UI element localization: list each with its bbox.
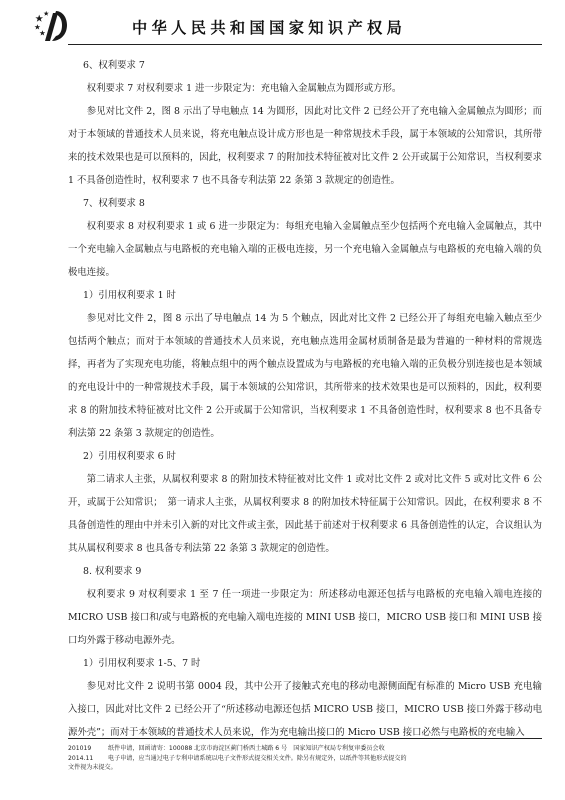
body-paragraph: 权利要求 8 对权利要求 1 或 6 进一步限定为：每组充电输入金属触点至少包括两个充电输入金属触点，其中一个充电输入金属触点与电路板的充电输入端的正极电连接，另一个充电输入金属触点与电路板的充电输入端的负极电连接。: [68, 221, 542, 278]
organization-title: 中华人民共和国国家知识产权局: [132, 19, 407, 37]
document-body: [68, 54, 542, 744]
section-heading: 2）引用权利要求 6 时: [83, 451, 176, 462]
body-paragraph: 参见对比文件 2 说明书第 0004 段，其中公开了接触式充电的移动电源侧面配有标准的 Micro USB 充电输入接口，因此对比文件 2 已经公开了“所述移动电源还包括 MICRO USB 接口，MICRO USB 接口外露于移动电源外壳”；而对于本领域的普通技术人员来说，作为充电输出接口的 Micro USB 接口必然与电路板的充电输入: [68, 681, 542, 738]
body-paragraph: 权利要求 9 对权利要求 1 至 7 任一项进一步限定为：所述移动电源还包括与电路板的充电输入端电连接的 MICRO USB 接口和/或与电路板的充电输入端电连接的 MINI USB 接口，MICRO USB 接口和 MINI USB 接口均外露于移动电源外壳。: [68, 589, 542, 646]
mailing-address-note: 纸件申请，回函请寄：100088 北京市海淀区蓟门桥西土城路 6 号 国家知识产权局专利复审委员会收: [108, 745, 385, 752]
section-heading: 6、权利要求 7: [83, 60, 145, 71]
electronic-filing-note-continued: 文件视为未提交。: [68, 764, 117, 772]
section-heading: 1）引用权利要求 1 时: [83, 290, 176, 301]
section-heading: 7、权利要求 8: [83, 198, 145, 209]
body-paragraph: 参见对比文件 2，图 8 示出了导电触点 14 为 5 个触点，因此对比文件 2 已经公开了每组充电输入触点至少包括两个触点；而对于本领域的普通技术人员来说，充电触点选用金属材质制备是最为普遍的一种材料的常规选择，再者为了实现充电功能，将触点组中的两个触点设置成为与电路板的充电输入端的正负极分别连接也是本领域的充电设计中的一种常规技术手段，属于本领域的公知常识，其所带来的技术效果也是可以预料的，因此，权利要求 8 的附加技术特征被对比文件 2 公开或属于公知常识，当权利要求 1 不具备创造性时，权利要求 8 也不具备专利法第 22 条第 3 款规定的创造性。: [68, 313, 542, 439]
body-paragraph: 参见对比文件 2，图 8 示出了导电触点 14 为圆形，因此对比文件 2 已经公开了充电输入金属触点为圆形；而对于本领域的普通技术人员来说，将充电触点设计成方形也是一种常规技术手段，属于本领域的公知常识，其所带来的技术效果也是可以预料的，因此，权利要求 7 的附加技术特征被对比文件 2 公开或属于公知常识，当权利要求 1 不具备创造性时，权利要求 7 也不具备专利法第 22 条第 3 款规定的创造性。: [68, 106, 542, 186]
footer-row-2: [68, 754, 542, 764]
cnipa-logo-icon: [34, 9, 72, 43]
page-footer: [68, 744, 542, 773]
footer-row-1: [68, 744, 542, 754]
body-paragraph: 权利要求 7 对权利要求 1 进一步限定为：充电输入金属触点为圆形或方形。: [86, 83, 402, 94]
form-version: 2014.11: [68, 754, 94, 762]
page-header: [0, 0, 565, 46]
footer-divider: [68, 738, 542, 739]
section-heading: 1）引用权利要求 1-5、7 时: [83, 658, 201, 669]
section-heading: 8. 权利要求 9: [83, 566, 142, 577]
header-divider: [68, 44, 542, 45]
electronic-filing-note: 电子申请，应当通过电子专利申请系统以电子文件形式提交相关文件。除另有规定外，以纸件等其他形式提交的: [108, 754, 407, 762]
form-code: 201019: [68, 745, 92, 752]
body-paragraph: 第二请求人主张，从属权利要求 8 的附加技术特征被对比文件 1 或对比文件 2 或对比文件 5 或对比文件 6 公开，或属于公知常识； 第一请求人主张，从属权利要求 8 的附加技术特征属于公知常识。因此，在权利要求 8 不具备创造性的理由中并未引入新的对比文件或主张，因此基于前述对于权利要求 6 具备创造性的认定，合议组认为其从属权利要求 8 也具备专利法第 22 条第 3 款规定的创造性。: [68, 474, 542, 554]
